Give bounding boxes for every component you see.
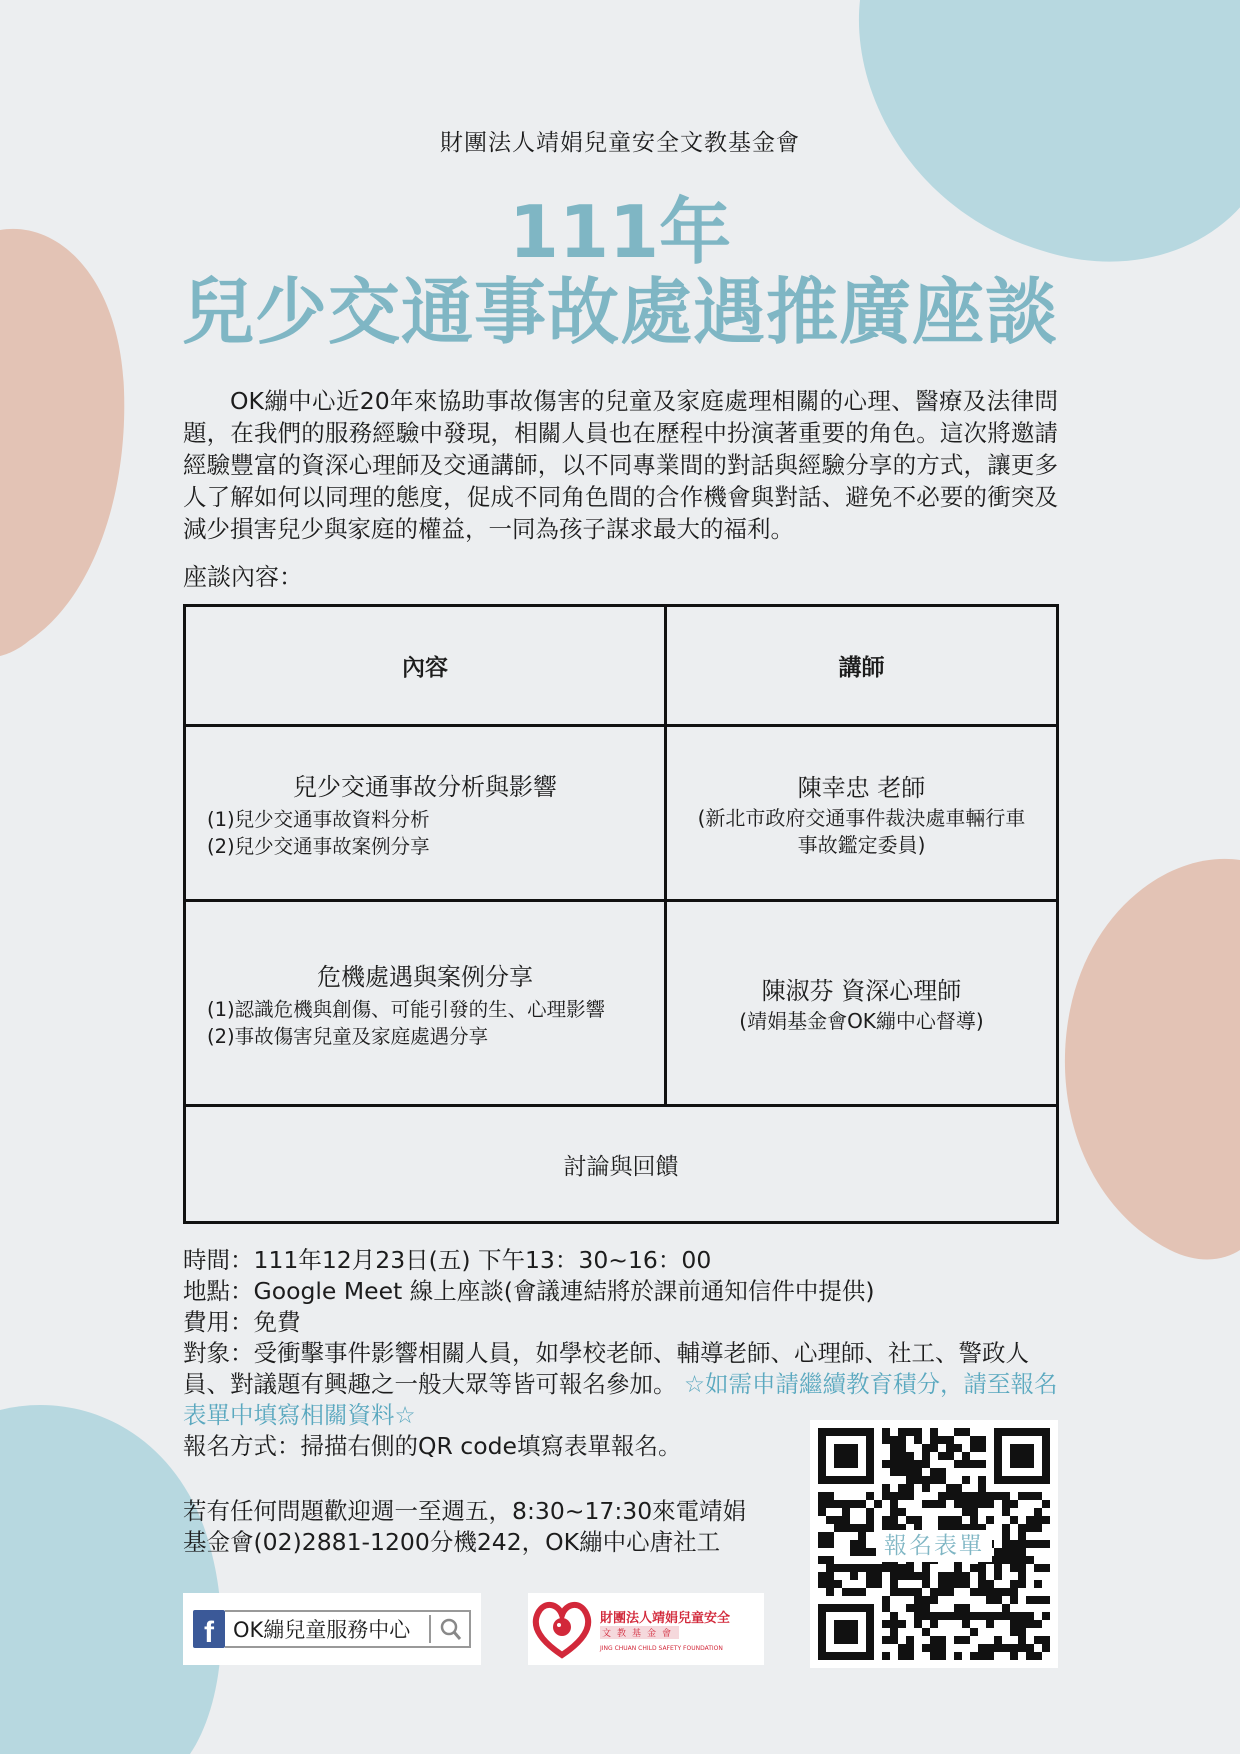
title-year: 111年: [508, 190, 732, 274]
table-row: [185, 1106, 1058, 1223]
qr-label: 報名表單: [876, 1530, 992, 1562]
agenda-topic-cell: [185, 726, 666, 901]
agenda-speaker-cell: [666, 901, 1058, 1106]
agenda-topic: 危機處遇與案例分享: [317, 962, 533, 991]
event-fee: 費用：免費: [183, 1308, 301, 1336]
speaker-affiliation: (新北市政府交通事件裁決處車輛行車事故鑑定委員): [697, 805, 1026, 857]
speaker-affiliation: (靖娟基金會OK繃中心督導): [739, 1009, 984, 1033]
agenda-table: [183, 604, 1059, 1224]
intro-paragraph: OK繃中心近20年來協助事故傷害的兒童及家庭處理相關的心理、醫療及法律問題，在我們的服務經驗中發現，相關人員也在歷程中扮演著重要的角色。這次將邀請經驗豐富的資深心理師及交通講師，以不同專業間的對話與經驗分享的方式，讓更多人了解如何以同理的態度，促成不同角色間的合作機會與對話、避免不必要的衝突及減少損害兒少與家庭的權益，一同為孩子謀求最大的福利。: [183, 387, 1058, 543]
event-time: 時間：111年12月23日(五) 下午13：30~16：00: [183, 1246, 712, 1274]
credit-note: ☆如需申請繼續教育積分，請至報名表單中填寫相關資料☆: [183, 1370, 1058, 1429]
agenda-label: 座談內容：: [183, 563, 303, 591]
contact-line: 基金會(02)2881-1200分機242，OK繃中心唐社工: [183, 1528, 721, 1556]
foundation-subtitle: 文教基金會: [600, 1626, 679, 1639]
agenda-speaker-cell: [666, 726, 1058, 901]
audience-text: 對象：受衝擊事件影響相關人員，如學校老師、輔導老師、心理師、社工、警政人員、對議題有興趣之一般大眾等皆可報名參加。: [183, 1339, 1029, 1398]
facebook-search-field: [225, 1610, 471, 1648]
facebook-page-name: OK繃兒童服務中心: [233, 1618, 411, 1642]
agenda-subtopic: (2)兒少交通事故案例分享: [207, 834, 430, 858]
event-audience: [183, 1338, 1063, 1431]
speaker-name: 陳幸忠 老師: [797, 773, 926, 802]
foundation-english-name: JING CHUAN CHILD SAFETY FOUNDATION: [600, 1645, 723, 1652]
agenda-discussion: 討論與回饋: [185, 1106, 1058, 1223]
contact-info: [183, 1496, 783, 1558]
blob-right-peach: [1050, 850, 1240, 1270]
agenda-topic: 兒少交通事故分析與影響: [293, 772, 557, 801]
agenda-subtopic: (2)事故傷害兒童及家庭處遇分享: [207, 1024, 489, 1048]
qr-code[interactable]: [810, 1420, 1058, 1668]
agenda-subtopic: (1)認識危機與創傷、可能引發的生、心理影響: [207, 997, 606, 1021]
agenda-topic-cell: [185, 901, 666, 1106]
agenda-header-speaker: 講師: [666, 606, 1058, 726]
page-title: 兒少交通事故處遇推廣座談: [181, 270, 1058, 354]
table-row: [185, 901, 1058, 1106]
foundation-logo-box: [528, 1593, 764, 1665]
foundation-logo: [528, 1595, 596, 1663]
signup-method: 報名方式：掃描右側的QR code填寫表單報名。: [183, 1432, 682, 1460]
agenda-subtopic: (1)兒少交通事故資料分析: [207, 807, 430, 831]
facebook-search-banner[interactable]: [183, 1593, 481, 1665]
foundation-name: 財團法人靖娟兒童安全: [600, 1611, 731, 1626]
table-row: [185, 726, 1058, 901]
organizer-name: 財團法人靖娟兒童安全文教基金會: [440, 130, 800, 156]
agenda-header-content: 內容: [185, 606, 666, 726]
event-place: 地點：Google Meet 線上座談(會議連結將於課前通知信件中提供): [183, 1277, 875, 1305]
contact-line: 若有任何問題歡迎週一至週五，8:30~17:30來電靖娟: [183, 1497, 747, 1525]
facebook-icon: f: [193, 1610, 225, 1648]
search-icon: [429, 1615, 463, 1643]
speaker-name: 陳淑芬 資深心理師: [761, 977, 962, 1005]
